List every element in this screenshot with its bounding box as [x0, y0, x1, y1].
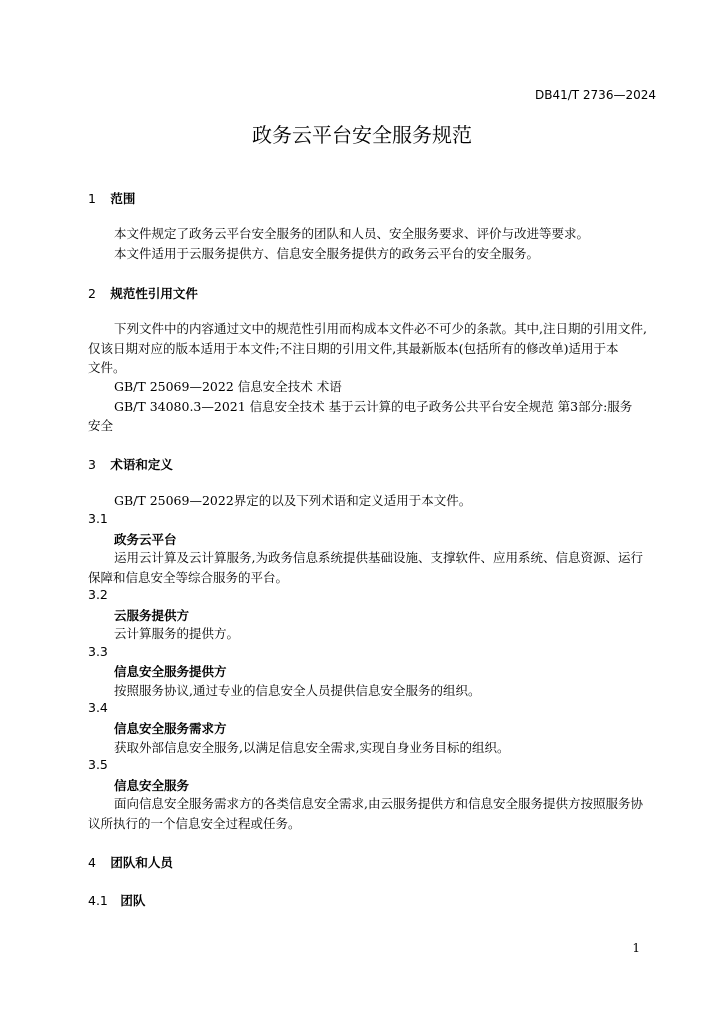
- reference-item: GB/T 34080.3—2021 信息安全技术 基于云计算的电子政务公共平台安全规范 第3部分:服务: [114, 399, 633, 414]
- term-name: 信息安全服务需求方: [114, 721, 227, 736]
- term-number: 3.2: [88, 587, 108, 602]
- section-heading-3: [88, 455, 173, 473]
- paragraph-line: 文件。: [88, 360, 126, 375]
- standard-code: DB41/T 2736—2024: [534, 88, 656, 102]
- section-number: 4: [88, 855, 96, 870]
- term-number: 3.1: [88, 511, 108, 526]
- term-definition: 面向信息安全服务需求方的各类信息安全需求,由云服务提供方和信息安全服务提供方按照服务协: [114, 796, 643, 811]
- section-heading-2: [88, 284, 198, 302]
- term-number: 3.4: [88, 700, 108, 715]
- reference-item: GB/T 25069—2022 信息安全技术 术语: [114, 379, 342, 394]
- section-number: 2: [88, 286, 96, 301]
- term-definition-continued: 保障和信息安全等综合服务的平台。: [88, 570, 289, 585]
- term-name: 政务云平台: [114, 532, 177, 547]
- paragraph-line: 仅该日期对应的版本适用于本文件;不注日期的引用文件,其最新版本(包括所有的修改单)适用于本: [88, 341, 619, 356]
- paragraph-line: 下列文件中的内容通过文中的规范性引用而构成本文件必不可少的条款。其中,注日期的引用文件,: [114, 321, 647, 336]
- term-name: 信息安全服务: [114, 778, 190, 793]
- paragraph: 本文件适用于云服务提供方、信息安全服务提供方的政务云平台的安全服务。: [114, 246, 540, 261]
- term-number: 3.3: [88, 644, 108, 659]
- section-number: 3: [88, 457, 96, 472]
- subsection-heading-4-1: [88, 891, 145, 909]
- term-definition: 云计算服务的提供方。: [114, 626, 240, 641]
- section-title: 团队: [120, 893, 146, 908]
- paragraph: 本文件规定了政务云平台安全服务的团队和人员、安全服务要求、评价与改进等要求。: [114, 226, 590, 241]
- section-number: 4.1: [88, 893, 108, 908]
- term-name: 信息安全服务提供方: [114, 664, 227, 679]
- section-title: 团队和人员: [110, 855, 173, 870]
- term-definition: 运用云计算及云计算服务,为政务信息系统提供基础设施、支撑软件、应用系统、信息资源、运行: [114, 550, 643, 565]
- section-title: 术语和定义: [110, 457, 173, 472]
- term-definition-continued: 议所执行的一个信息安全过程或任务。: [88, 816, 301, 831]
- section-heading-4: [88, 853, 173, 871]
- page-number: 1: [632, 941, 640, 955]
- term-name: 云服务提供方: [114, 608, 190, 623]
- term-definition: 获取外部信息安全服务,以满足信息安全需求,实现自身业务目标的组织。: [114, 740, 510, 755]
- section-title: 范围: [110, 191, 136, 206]
- section-title: 规范性引用文件: [110, 286, 198, 301]
- paragraph: GB/T 25069—2022界定的以及下列术语和定义适用于本文件。: [114, 493, 472, 508]
- section-heading-1: [88, 189, 135, 207]
- term-number: 3.5: [88, 757, 108, 772]
- section-number: 1: [88, 191, 96, 206]
- document-title: 政务云平台安全服务规范: [252, 123, 472, 147]
- reference-item-continued: 安全: [88, 418, 114, 433]
- term-definition: 按照服务协议,通过专业的信息安全人员提供信息安全服务的组织。: [114, 683, 481, 698]
